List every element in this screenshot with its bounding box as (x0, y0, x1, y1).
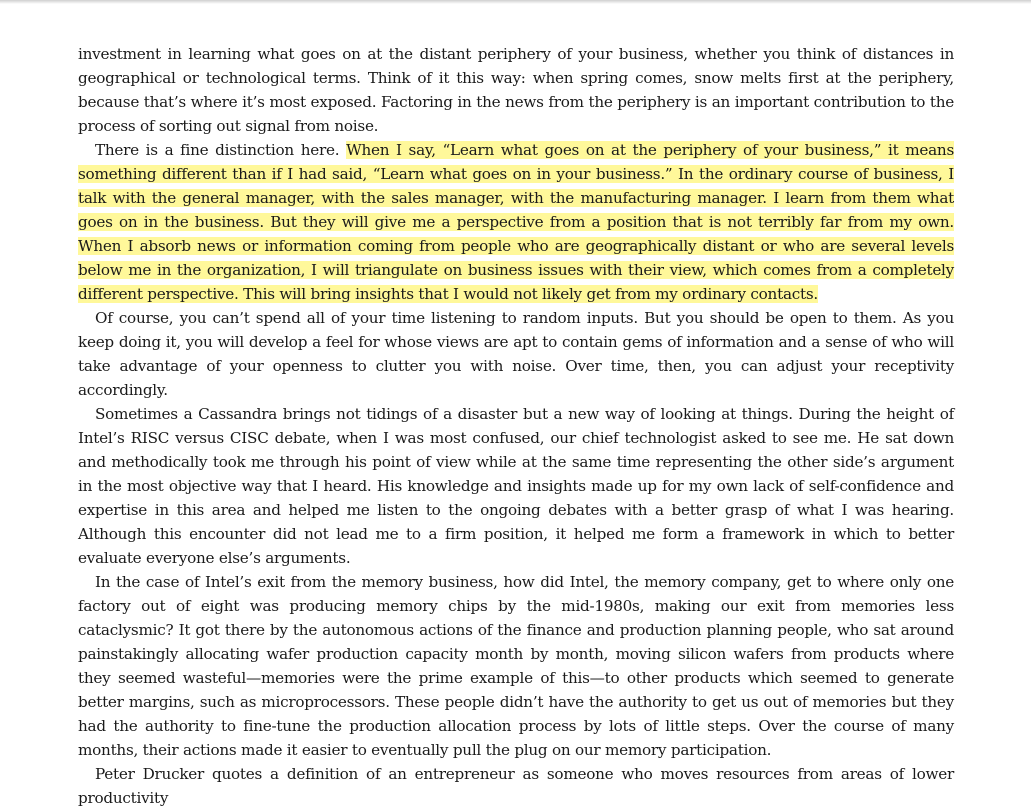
paragraph-lead-text: There is a fine distinction here. (95, 141, 347, 159)
window-top-edge (0, 0, 1031, 4)
paragraph-drucker: Peter Drucker quotes a definition of an entrepreneur as someone who moves resources from areas of lower productivity (78, 765, 954, 807)
paragraph-fine-distinction (78, 138, 954, 306)
paragraph-periphery-continued: investment in learning what goes on at the distant periphery of your business, whether you think of distances in geographical or technological terms. Think of it this way: when spring comes, snow melts first at the periphery, because that’s where it’s most exposed. Factoring in the news from the periphery is an important contribution to the process of sorting out signal from noise. (78, 45, 954, 135)
paragraph-memory-exit: In the case of Intel’s exit from the memory business, how did Intel, the memory company, get to where only one factory out of eight was producing memory chips by the mid-1980s, making our exit from memories less cataclysmic? It got there by the autonomous actions of the finance and production planning people, who sat around painstakingly allocating wafer production capacity month by month, moving silicon wafers from products where they seemed wasteful—memories were the prime example of this—to other products which seemed to generate better margins, such as microprocessors. These people didn’t have the authority to get us out of memories but they had the authority to fine-tune the production allocation process by lots of little steps. Over the course of many months, their actions made it easier to eventually pull the plug on our memory participation. (78, 573, 954, 759)
highlighted-passage[interactable]: When I say, “Learn what goes on at the periphery of your business,” it means something different than if I had said, “Learn what goes on in your business.” In the ordinary course of business, I talk with the general manager, with the sales manager, with the manufacturing manager. I learn from them what goes on in the business. But they will give me a perspective from a position that is not terribly far from my own. When I absorb news or information coming from people who are geographically distant or who are several levels below me in the organization, I will triangulate on business issues with their view, which comes from a completely different perspective. This will bring insights that I would not likely get from my ordinary contacts. (78, 141, 955, 303)
paragraph-random-inputs: Of course, you can’t spend all of your time listening to random inputs. But you should be open to them. As you keep doing it, you will develop a feel for whose views are apt to contain gems of information and a sense of who will take advantage of your openness to clutter you with noise. Over time, then, you can adjust your receptivity accordingly. (78, 309, 954, 399)
book-page (78, 42, 954, 810)
paragraph-cassandra: Sometimes a Cassandra brings not tidings of a disaster but a new way of looking at things. During the height of Intel’s RISC versus CISC debate, when I was most confused, our chief technologist asked to see me. He sat down and methodically took me through his point of view while at the same time representing the other side’s argument in the most objective way that I heard. His knowledge and insights made up for my own lack of self-confidence and expertise in this area and helped me listen to the ongoing debates with a better grasp of what I was hearing. Although this encounter did not lead me to a firm position, it helped me form a framework in which to better evaluate everyone else’s arguments. (78, 405, 954, 567)
